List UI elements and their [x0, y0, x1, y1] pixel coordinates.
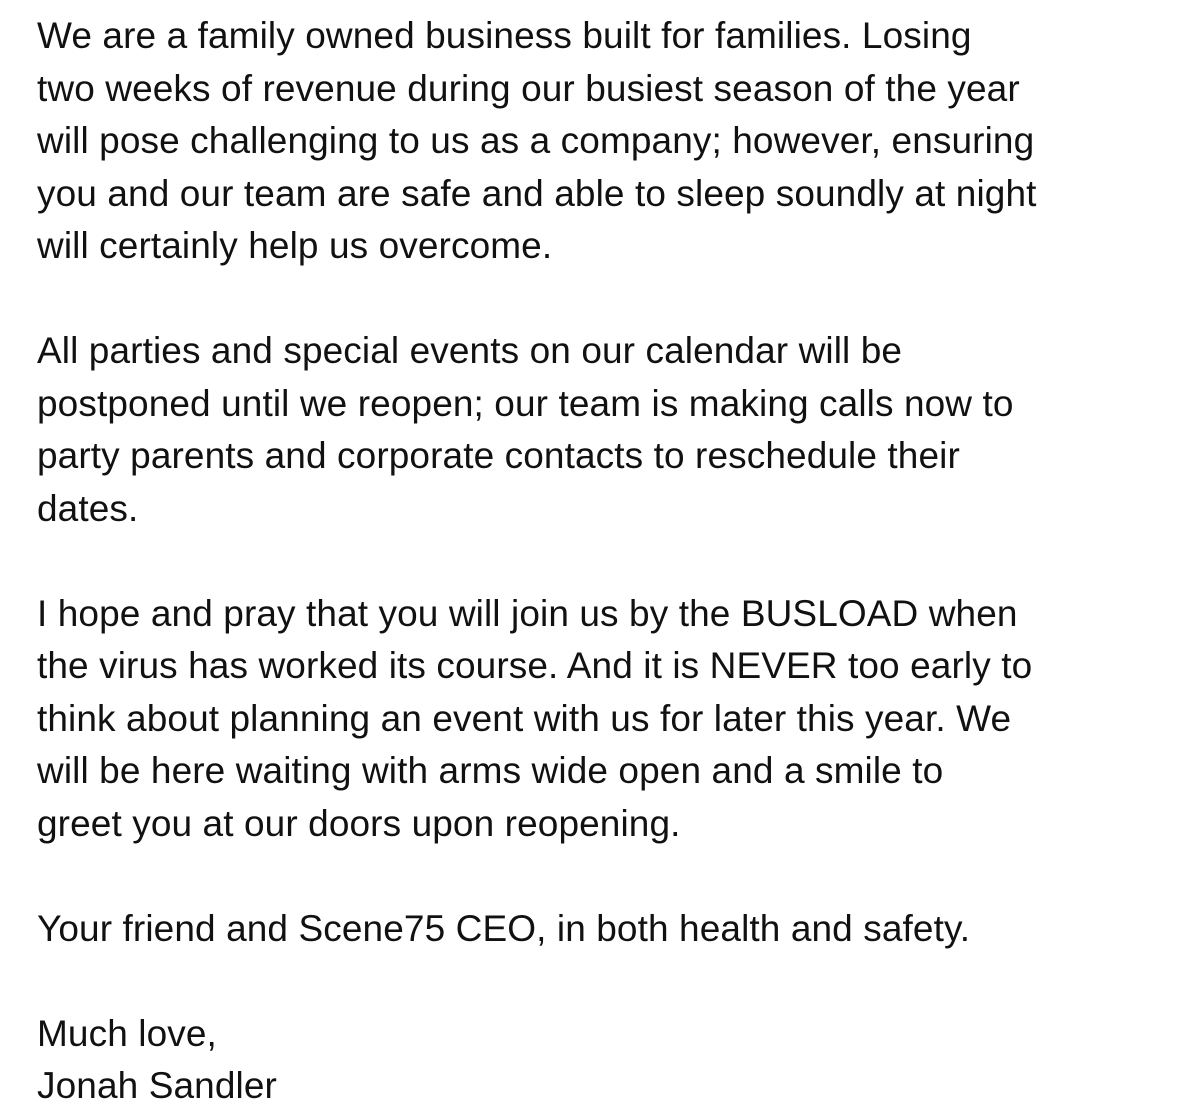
text-line: Your friend and Scene75 CEO, in both health and safety.	[37, 907, 971, 949]
text-line: the virus has worked its course. And it is NEVER too early to	[37, 645, 1033, 686]
letter-body	[37, 10, 1187, 1113]
text-line: I hope and pray that you will join us by the BUSLOAD when	[37, 592, 1018, 634]
text-line: you and our team are safe and able to sleep soundly at night	[37, 172, 1037, 214]
text-line: two weeks of revenue during our busiest season of the year	[37, 67, 1020, 109]
signoff	[37, 1008, 1187, 1113]
text-line: All parties and special events on our calendar will be	[37, 330, 903, 371]
text-line: dates.	[37, 487, 139, 529]
text-line: will be here waiting with arms wide open and a smile to	[37, 750, 944, 791]
paragraph-2	[37, 325, 1187, 535]
text-line: postponed until we reopen; our team is making calls now to	[37, 382, 1014, 424]
closing-text: Much love,	[37, 1012, 217, 1054]
paragraph-3	[37, 588, 1187, 851]
text-line: greet you at our doors upon reopening.	[37, 802, 681, 844]
text-line: think about planning an event with us for later this year. We	[37, 697, 1012, 739]
text-line: We are a family owned business built for families. Losing	[37, 15, 972, 56]
text-line: will certainly help us overcome.	[37, 225, 553, 266]
paragraph-4	[37, 903, 1187, 956]
signature-name: Jonah Sandler	[37, 1065, 277, 1106]
text-line: party parents and corporate contacts to reschedule their	[37, 435, 960, 476]
text-line: will pose challenging to us as a company; however, ensuring	[37, 120, 1035, 161]
paragraph-1	[37, 10, 1187, 273]
